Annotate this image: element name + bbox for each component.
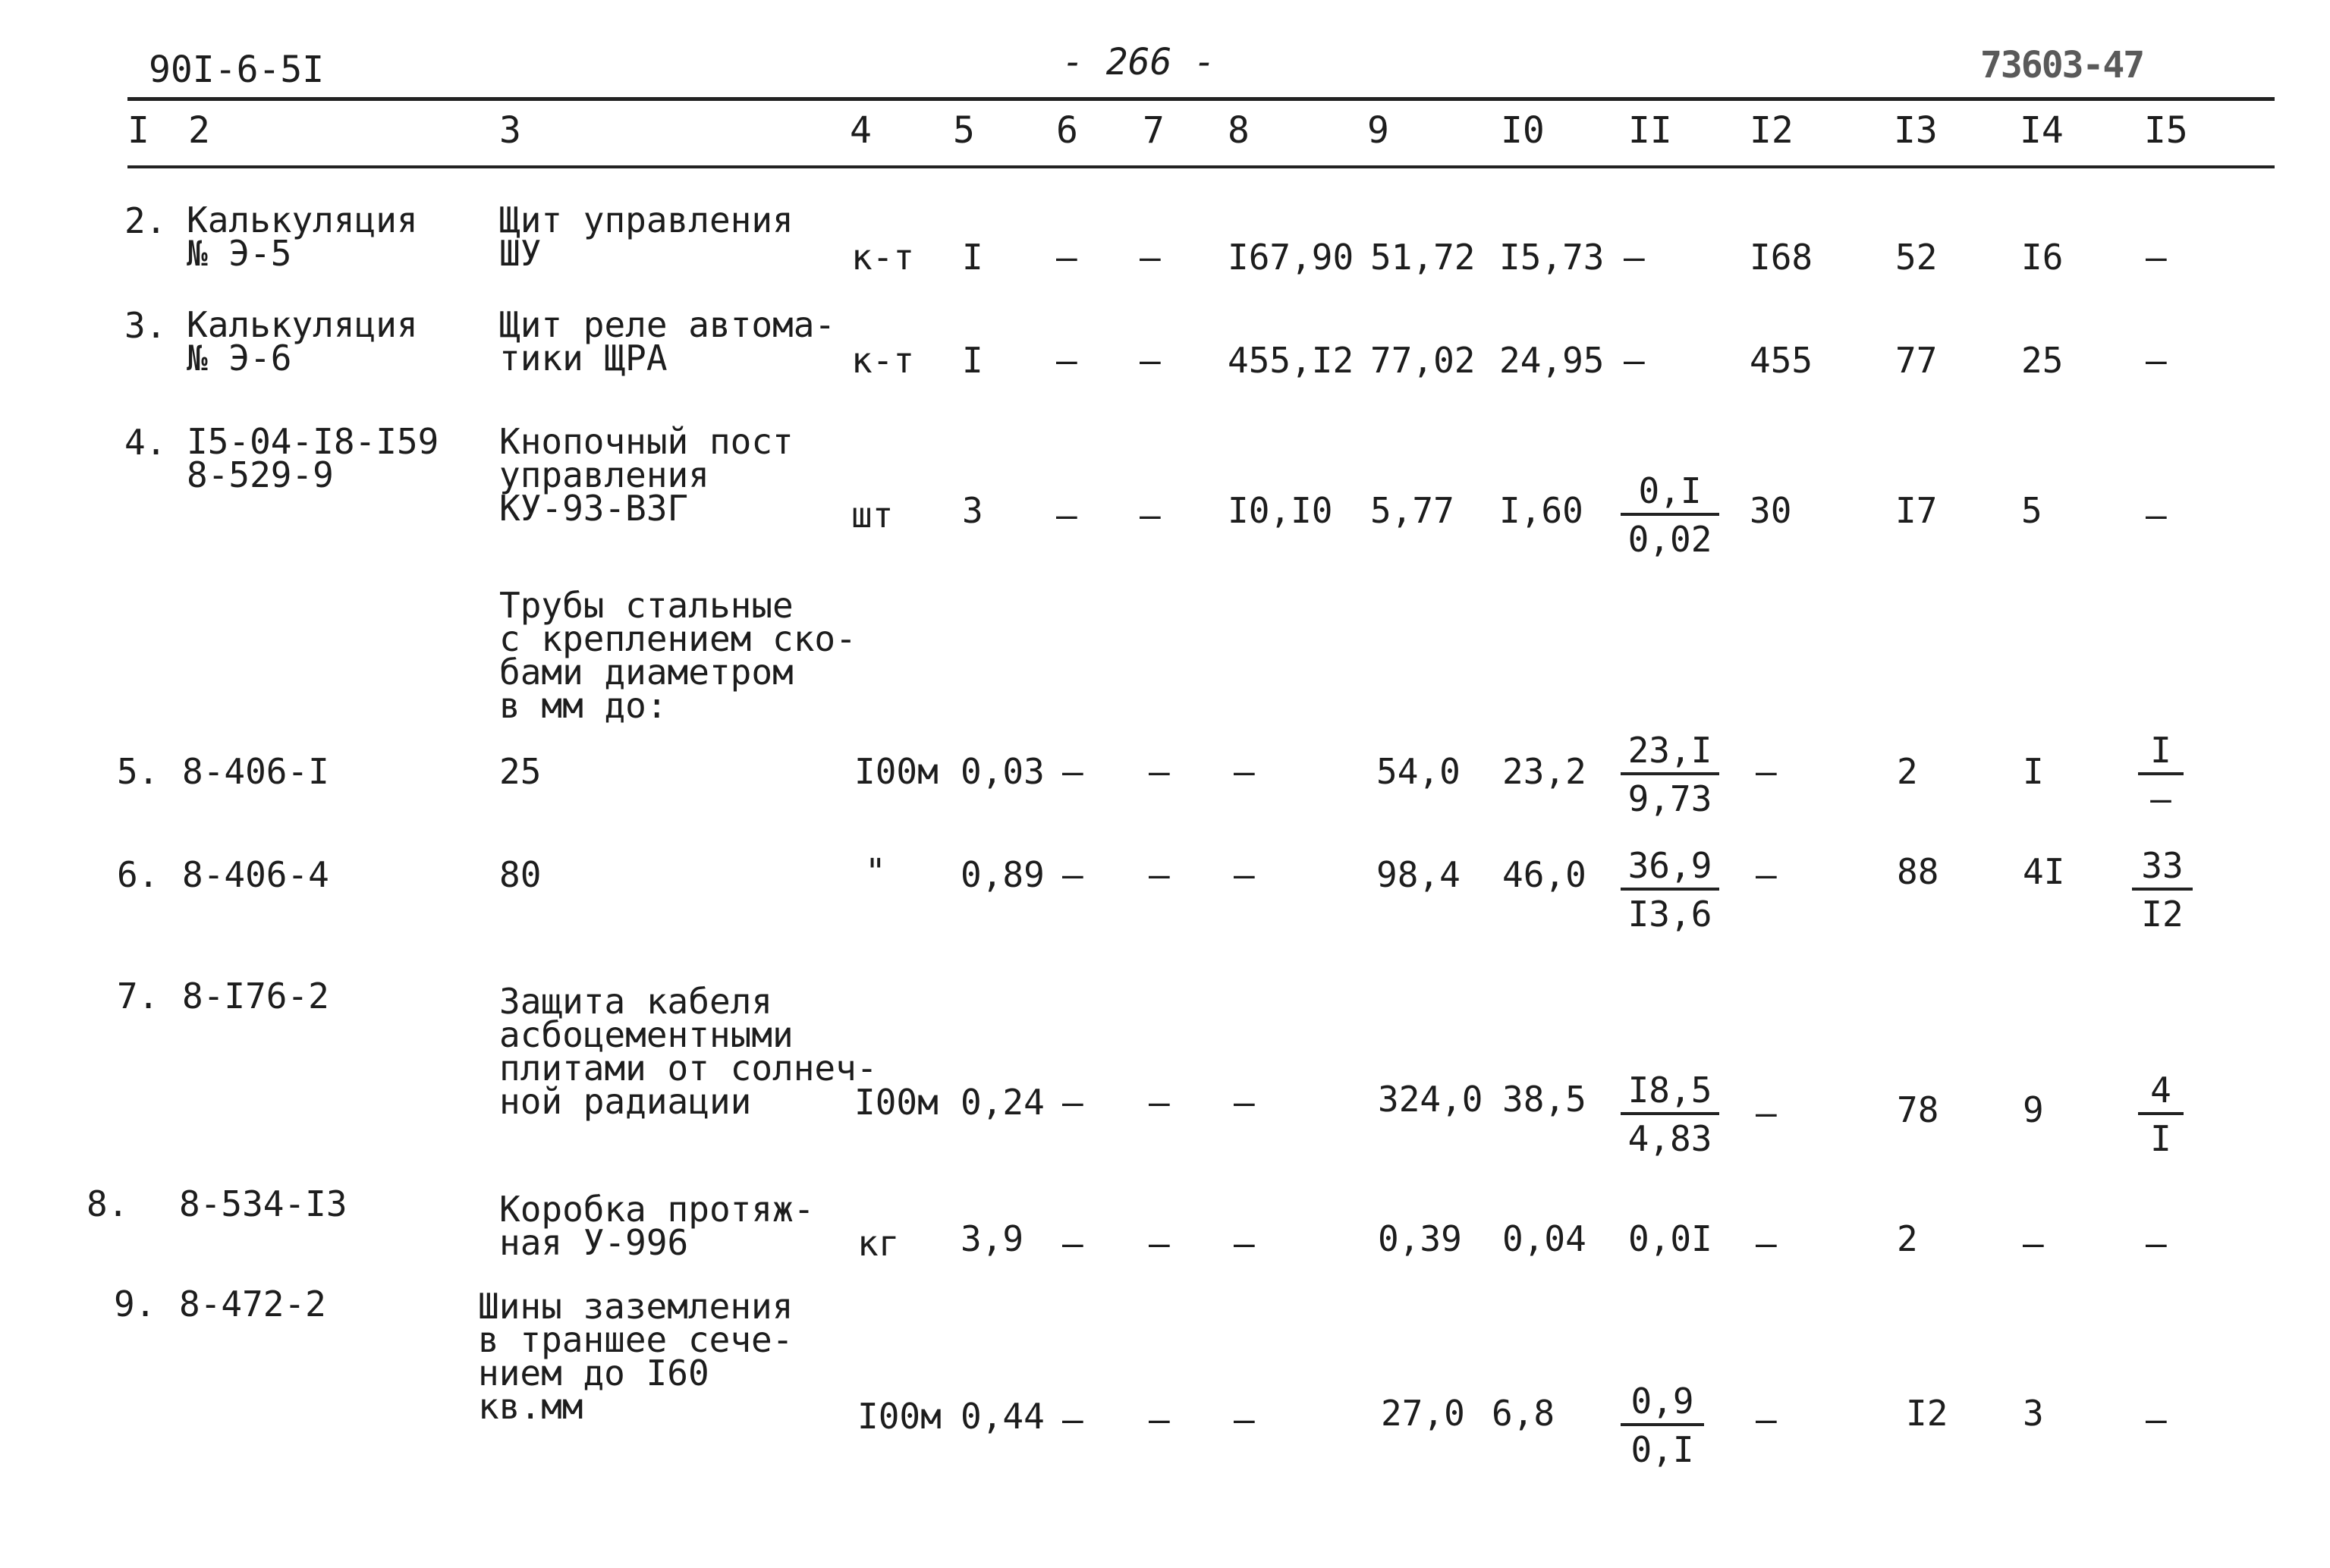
- row-col12: –: [1756, 1223, 1777, 1264]
- row-col8: 455,I2: [1228, 340, 1354, 381]
- row-col14: 3: [2023, 1393, 2044, 1434]
- row-qty: I: [962, 237, 983, 278]
- row-col15: –: [2146, 1223, 2167, 1264]
- row-qty: 0,24: [961, 1082, 1045, 1123]
- row-col7: –: [1149, 1223, 1170, 1264]
- row-name: 25: [499, 751, 542, 792]
- col-header-1: I: [127, 109, 149, 152]
- row-unit: I00м: [854, 1082, 939, 1123]
- fraction-numerator: 36,9: [1621, 848, 1719, 891]
- row-code: 8-I76-2: [182, 976, 329, 1017]
- row-col14: I6: [2021, 237, 2064, 278]
- row-col9: 27,0: [1381, 1393, 1465, 1434]
- row-col15: –: [2146, 237, 2167, 278]
- row-col10: I5,73: [1499, 237, 1605, 278]
- row-col6: –: [1062, 854, 1083, 895]
- row-number: 3.: [124, 305, 167, 346]
- col-header-3: 3: [499, 109, 521, 152]
- row-unit: I00м: [854, 751, 939, 792]
- row-col13: 88: [1897, 851, 1939, 892]
- col-header-2: 2: [188, 109, 210, 152]
- row-col9: 0,39: [1378, 1218, 1462, 1259]
- row-name: Кнопочный пост управления КУ-93-ВЗГ: [499, 421, 794, 529]
- fraction-denominator: 9,73: [1627, 778, 1712, 819]
- row-col10: 24,95: [1499, 340, 1605, 381]
- row-col10: I,60: [1499, 490, 1583, 531]
- row-number: 6.: [117, 854, 159, 895]
- row-name: Щит управления ШУ: [499, 200, 794, 274]
- row-col6: –: [1056, 340, 1077, 381]
- fraction-denominator: I: [2150, 1118, 2171, 1159]
- row-col7: –: [1140, 237, 1161, 278]
- row-col14: 9: [2023, 1089, 2044, 1130]
- row-number: 2.: [124, 200, 167, 241]
- row-name: Защита кабеля асбоцементными плитами от солнеч- ной радиации: [499, 981, 878, 1122]
- col-header-13: I3: [1894, 109, 1938, 152]
- row-col12: I68: [1750, 237, 1813, 278]
- row-col9: 54,0: [1376, 751, 1461, 792]
- row-number: 8.: [86, 1183, 129, 1224]
- row-col14: I: [2023, 751, 2044, 792]
- row-name: Щит реле автома- тики ЩРА: [499, 304, 836, 379]
- row-unit: ": [865, 851, 886, 892]
- fraction-numerator: I8,5: [1621, 1073, 1719, 1115]
- col-header-4: 4: [850, 109, 872, 152]
- row-unit: кг: [857, 1223, 900, 1264]
- col-header-6: 6: [1056, 109, 1078, 152]
- row-col8: –: [1234, 854, 1255, 895]
- row-col6: –: [1056, 495, 1077, 536]
- row-col12: –: [1756, 1092, 1777, 1133]
- row-col11: –: [1624, 237, 1645, 278]
- row-col10: 46,0: [1502, 854, 1586, 895]
- row-col11-fraction: [1621, 845, 1719, 935]
- col-header-9: 9: [1367, 109, 1389, 152]
- row-col13: 77: [1895, 340, 1938, 381]
- row-qty: 3: [962, 490, 983, 531]
- col-header-5: 5: [953, 109, 975, 152]
- row-col13: 78: [1897, 1089, 1939, 1130]
- row-col6: –: [1056, 237, 1077, 278]
- fraction-numerator: 23,I: [1621, 733, 1719, 775]
- row-col7: –: [1149, 1082, 1170, 1123]
- row-col10: 23,2: [1502, 751, 1586, 792]
- col-header-15: I5: [2144, 109, 2188, 152]
- row-unit: шт: [851, 495, 894, 536]
- row-code: 8-406-4: [182, 854, 329, 895]
- fraction-denominator: I2: [2141, 894, 2184, 935]
- row-col7: –: [1140, 495, 1161, 536]
- row-col8: –: [1234, 1223, 1255, 1264]
- row-col11-fraction: [1621, 1381, 1704, 1470]
- row-col13: I2: [1906, 1393, 1948, 1434]
- row-number: 9.: [114, 1284, 156, 1324]
- fraction-numerator: I: [2138, 733, 2184, 775]
- row-col12: –: [1756, 751, 1777, 792]
- row-col15-fraction: [2138, 730, 2184, 819]
- row-col15-fraction: [2132, 845, 2193, 935]
- col-header-7: 7: [1143, 109, 1165, 152]
- page-number: - 266 -: [1062, 41, 1216, 83]
- col-header-11: II: [1628, 109, 1672, 152]
- row-col13: 2: [1897, 751, 1918, 792]
- row-col15: –: [2146, 1399, 2167, 1440]
- col-header-14: I4: [2020, 109, 2064, 152]
- fraction-numerator: 0,9: [1621, 1384, 1704, 1426]
- row-col15-fraction: [2138, 1070, 2184, 1159]
- row-col8: –: [1234, 1399, 1255, 1440]
- row-col6: –: [1062, 1082, 1083, 1123]
- row-col7: –: [1149, 1399, 1170, 1440]
- row-code: 8-534-I3: [179, 1183, 347, 1224]
- row-qty: 0,89: [961, 854, 1045, 895]
- row-col12: –: [1756, 1399, 1777, 1440]
- row-col7: –: [1149, 854, 1170, 895]
- row-col11: 0,0I: [1628, 1218, 1712, 1259]
- row-qty: 0,03: [961, 751, 1045, 792]
- row-qty: I: [962, 340, 983, 381]
- row-col8: –: [1234, 1082, 1255, 1123]
- row-name: Шины заземления в траншее сече- нием до I60 кв.мм: [478, 1286, 794, 1427]
- row-col10: 0,04: [1502, 1218, 1586, 1259]
- row-col8: I0,I0: [1228, 490, 1333, 531]
- fraction-numerator: 33: [2132, 848, 2193, 891]
- row-col7: –: [1140, 340, 1161, 381]
- row-code: 8-406-I: [182, 751, 329, 792]
- row-col14: 5: [2021, 490, 2042, 531]
- row-number: 4.: [124, 422, 167, 463]
- row-col11: –: [1624, 340, 1645, 381]
- fraction-denominator: 4,83: [1627, 1118, 1712, 1159]
- row-code: I5-04-I8-I59 8-529-9: [187, 421, 439, 495]
- top-rule: [127, 97, 2275, 101]
- fraction-denominator: 0,I: [1630, 1429, 1694, 1470]
- row-col7: –: [1149, 751, 1170, 792]
- header-bottom-rule: [127, 165, 2275, 168]
- row-col9: 51,72: [1370, 237, 1476, 278]
- row-unit: к-т: [851, 340, 915, 381]
- row-col11-fraction: [1621, 1070, 1719, 1159]
- row-name: Коробка протяж- ная У-996: [499, 1189, 815, 1263]
- row-col15: –: [2146, 340, 2167, 381]
- fraction-numerator: 0,I: [1621, 473, 1719, 516]
- row-number: 7.: [117, 976, 159, 1017]
- row-col13: 52: [1895, 237, 1938, 278]
- row-col12: 455: [1750, 340, 1813, 381]
- col-header-8: 8: [1228, 109, 1250, 152]
- row-code: Калькуляция № Э-6: [187, 304, 418, 379]
- row-col12: 30: [1750, 490, 1792, 531]
- row-col6: –: [1062, 751, 1083, 792]
- row-unit: к-т: [851, 237, 915, 278]
- row-col9: 98,4: [1376, 854, 1461, 895]
- row-col13: I7: [1895, 490, 1938, 531]
- section-heading: Трубы стальные с креплением ско- бами диаметром в мм до:: [499, 585, 857, 726]
- row-col15: –: [2146, 495, 2167, 536]
- row-col12: –: [1756, 854, 1777, 895]
- row-col6: –: [1062, 1223, 1083, 1264]
- row-col8: –: [1234, 751, 1255, 792]
- row-col14: 4I: [2023, 851, 2065, 892]
- row-name: 80: [499, 854, 542, 895]
- row-code: Калькуляция № Э-5: [187, 200, 418, 274]
- row-code: 8-472-2: [179, 1284, 326, 1324]
- col-header-12: I2: [1750, 109, 1794, 152]
- row-col9: 5,77: [1370, 490, 1454, 531]
- row-col14: 25: [2021, 340, 2064, 381]
- row-number: 5.: [117, 751, 159, 792]
- row-col11-fraction: [1621, 470, 1719, 560]
- row-qty: 3,9: [961, 1218, 1024, 1259]
- fraction-numerator: 4: [2138, 1073, 2184, 1115]
- row-col10: 38,5: [1502, 1079, 1586, 1120]
- fraction-denominator: –: [2150, 778, 2171, 819]
- row-col8: I67,90: [1228, 237, 1354, 278]
- row-qty: 0,44: [961, 1396, 1045, 1437]
- fraction-denominator: I3,6: [1627, 894, 1712, 935]
- row-col9: 324,0: [1378, 1079, 1483, 1120]
- row-col6: –: [1062, 1399, 1083, 1440]
- row-col11-fraction: [1621, 730, 1719, 819]
- row-col9: 77,02: [1370, 340, 1476, 381]
- col-header-10: I0: [1501, 109, 1545, 152]
- document-code: 90I-6-5I: [149, 49, 325, 91]
- row-col10: 6,8: [1492, 1393, 1555, 1434]
- row-col14: –: [2023, 1223, 2044, 1264]
- archive-stamp: 7360З-47: [1980, 44, 2144, 86]
- fraction-denominator: 0,02: [1627, 519, 1712, 560]
- row-col13: 2: [1897, 1218, 1918, 1259]
- row-unit: I00м: [857, 1396, 942, 1437]
